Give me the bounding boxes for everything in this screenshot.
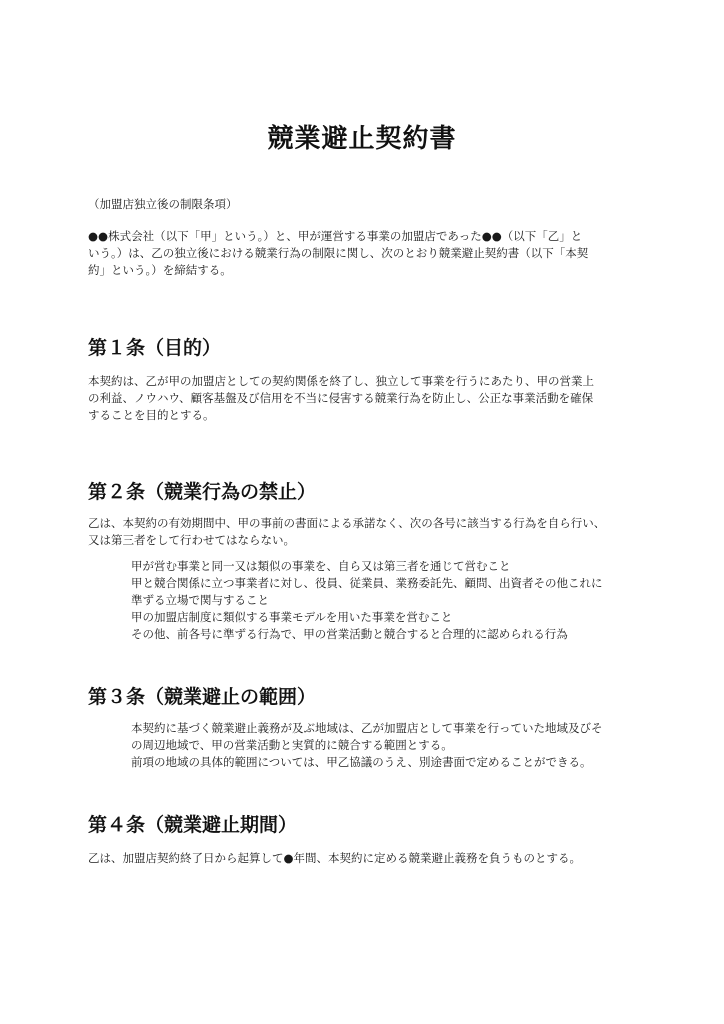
article-line: 乙は、加盟店契約終了日から起算して●年間、本契約に定める競業避止義務を負うものとする。 <box>88 851 582 865</box>
article-line: 又は第三者をして行わせてはならない。 <box>88 533 295 547</box>
document-subtitle: （加盟店独立後の制限条項） <box>88 197 238 211</box>
article-2-heading: 第２条（競業行為の禁止） <box>88 481 317 503</box>
article-1-heading: 第１条（目的） <box>88 337 222 359</box>
article-2-items <box>131 558 651 643</box>
article-line: 乙は、本契約の有効期間中、甲の事前の書面による承諾なく、次の各号に該当する行為を自ら行い、 <box>88 516 606 530</box>
article-line: することを目的とする。 <box>88 408 215 422</box>
article-item: 前項の地域の具体的範囲については、甲乙協議のうえ、別途書面で定めることができる。 <box>131 755 592 769</box>
article-4-heading: 第４条（競業避止期間） <box>88 814 298 836</box>
article-4-body <box>88 850 648 867</box>
article-line: の利益、ノウハウ、顧客基盤及び信用を不当に侵害する競業行為を防止し、公正な事業活動を確保 <box>88 391 594 405</box>
article-item: その他、前各号に準ずる行為で、甲の営業活動と競合すると合理的に認められる行為 <box>131 627 568 641</box>
article-3-heading: 第３条（競業避止の範囲） <box>88 686 317 708</box>
article-item: 本契約に基づく競業避止義務が及ぶ地域は、乙が加盟店として事業を行っていた地域及びそ <box>131 721 603 735</box>
document-title: 競業避止契約書 <box>267 124 457 154</box>
article-line: 本契約は、乙が甲の加盟店としての契約関係を終了し、独立して事業を行うにあたり、甲の営業上 <box>88 374 594 388</box>
preamble-line: いう。）は、乙の独立後における競業行為の制限に関し、次のとおり競業避止契約書（以下「本契 <box>88 246 589 260</box>
article-item: 甲と競合関係に立つ事業者に対し、役員、従業員、業務委託先、顧問、出資者その他これに <box>131 576 603 590</box>
article-1-body <box>88 373 648 424</box>
article-item: 準ずる立場で関与すること <box>131 593 269 607</box>
preamble-line: ●●株式会社（以下「甲」という。）と、甲が運営する事業の加盟店であった●●（以下「乙」と <box>88 229 583 243</box>
article-item: の周辺地域で、甲の営業活動と実質的に競合する範囲とする。 <box>131 738 453 752</box>
article-3-items <box>131 720 651 771</box>
article-item: 甲が営む事業と同一又は類似の事業を、自ら又は第三者を通じて営むこと <box>131 559 511 573</box>
preamble-line: 約」という。）を締結する。 <box>88 263 232 277</box>
article-2-body <box>88 515 648 549</box>
preamble <box>88 228 648 279</box>
article-item: 甲の加盟店制度に類似する事業モデルを用いた事業を営むこと <box>131 610 453 624</box>
